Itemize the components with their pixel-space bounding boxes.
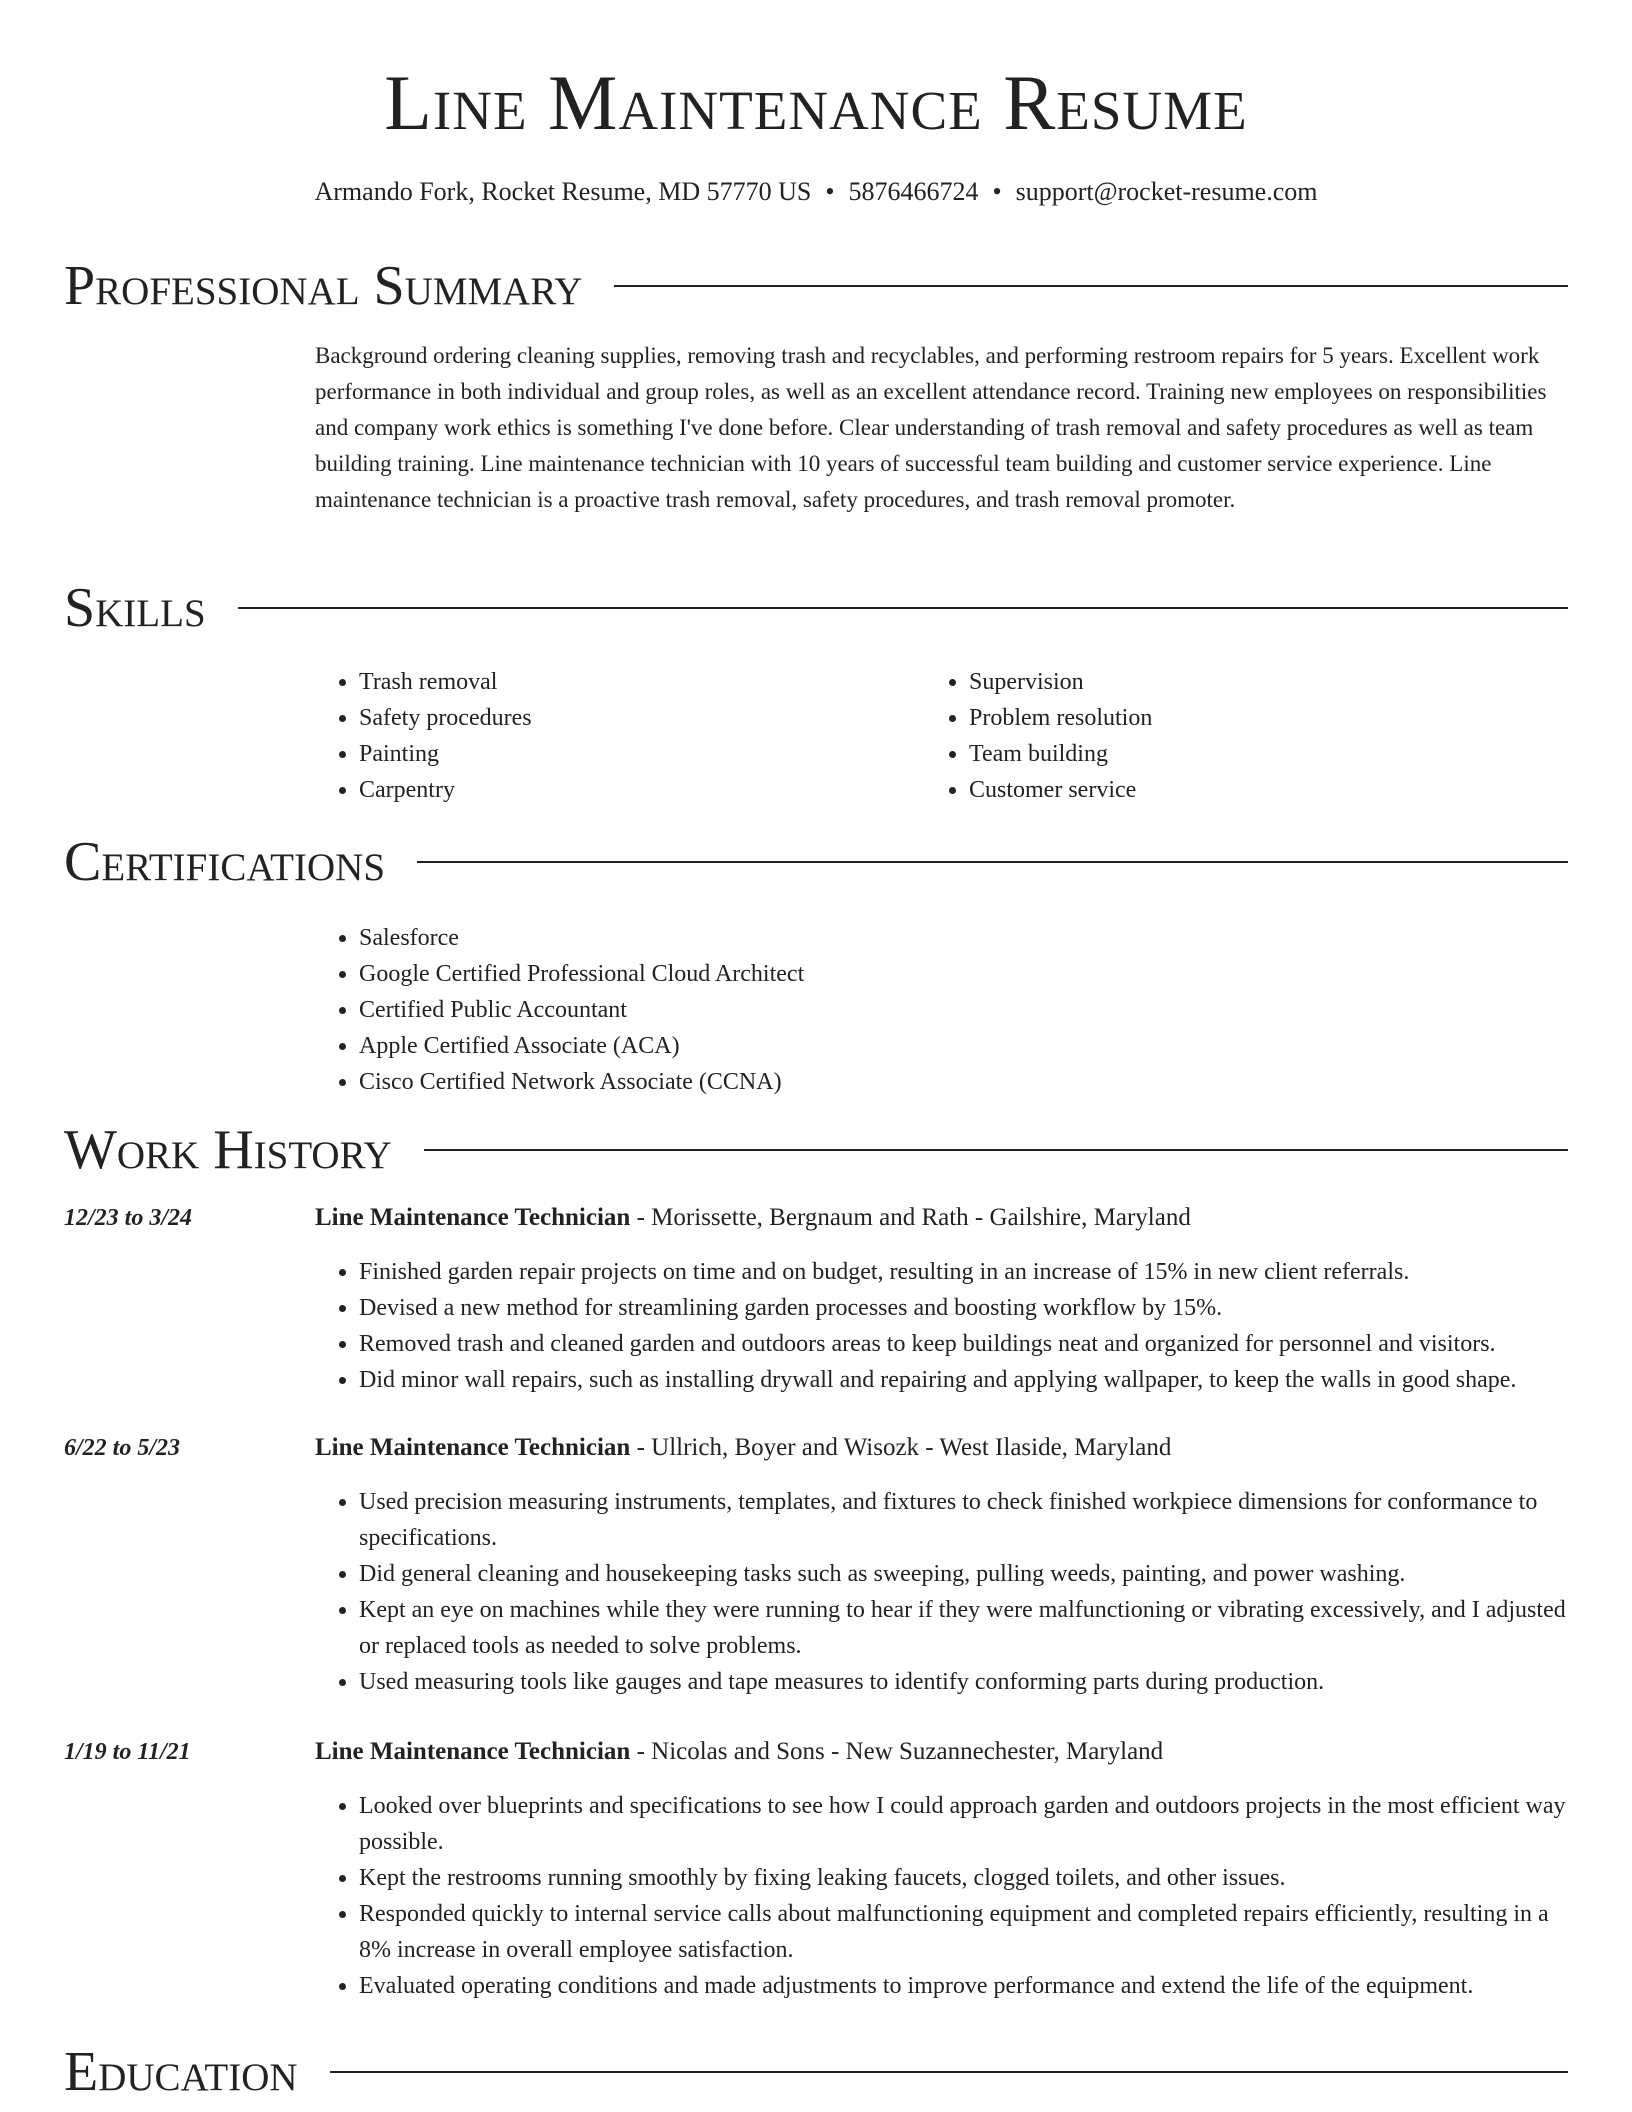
job-bullet: • Responded quickly to internal service calls about malfunctioning equipment and completed repairs efficiently, resulting in a 8% increase in overall employee satisfaction.: [359, 1896, 1575, 1968]
job-bullet: • Finished garden repair projects on time and on budget, resulting in an increase of 15% in new client referrals.: [359, 1254, 1575, 1290]
certification-item: • Certified Public Accountant: [359, 992, 1515, 1028]
section-header-skills: [64, 576, 1568, 640]
job-bullet: • Did general cleaning and housekeeping tasks such as sweeping, pulling weeds, painting, and power washing.: [359, 1556, 1575, 1592]
job-bullets: [315, 1788, 1575, 2004]
section-divider: [424, 1149, 1568, 1151]
job-bullet: • Used precision measuring instruments, templates, and fixtures to check finished workpiece dimensions for conformance to specifications.: [359, 1484, 1575, 1556]
contact-email: support@rocket-resume.com: [1015, 177, 1318, 206]
certification-item: • Google Certified Professional Cloud Architect: [359, 956, 1515, 992]
section-header-certifications: [64, 830, 1568, 894]
certification-item: • Salesforce: [359, 920, 1515, 956]
section-divider: [417, 861, 1568, 863]
section-header-summary: [64, 254, 1568, 318]
job-role: Line Maintenance Technician: [315, 1434, 631, 1461]
job-bullet: • Kept the restrooms running smoothly by fixing leaking faucets, clogged toilets, and other issues.: [359, 1860, 1575, 1896]
job-bullets: [315, 1484, 1575, 1700]
contact-phone: 5876466724: [848, 177, 979, 206]
skill-item: • Trash removal: [359, 664, 875, 700]
contact-line: [0, 174, 1632, 210]
skill-item: • Painting: [359, 736, 875, 772]
skill-item: • Problem resolution: [969, 700, 1485, 736]
summary-text: Background ordering cleaning supplies, removing trash and recyclables, and performing restroom repairs for 5 years. Excellent work performance in both individual and group roles, as well as an excellent attendance record. Training new employees on responsibilities and company work ethics is something I've done before. Clear understanding of trash removal and safety procedures as well as team building training. Line maintenance technician with 10 years of successful team building and customer service experience. Line maintenance technician is a proactive trash removal, safety procedures, and trash removal promoter.: [315, 343, 1547, 512]
job-dates: 6/22 to 5/23: [64, 1435, 181, 1461]
contact-separator: •: [992, 177, 1002, 206]
job-bullet: • Used measuring tools like gauges and tape measures to identify conforming parts during production.: [359, 1664, 1575, 1700]
job-bullets: [315, 1254, 1575, 1398]
certification-item: • Apple Certified Associate (ACA): [359, 1028, 1515, 1064]
skill-item: • Supervision: [969, 664, 1485, 700]
certification-item: • Cisco Certified Network Associate (CCNA): [359, 1064, 1515, 1100]
section-header-education: [64, 2040, 1568, 2104]
job-dates: 12/23 to 3/24: [64, 1205, 193, 1231]
job-company: - Ullrich, Boyer and Wisozk - West Ilaside, Maryland: [630, 1434, 1172, 1461]
job-bullet: • Did minor wall repairs, such as installing drywall and repairing and applying wallpaper, to keep the walls in good shape.: [359, 1362, 1575, 1398]
section-divider: [330, 2071, 1568, 2073]
job-heading: [315, 1200, 1575, 1236]
job-bullet: • Removed trash and cleaned garden and outdoors areas to keep buildings neat and organized for personnel and visitors.: [359, 1326, 1575, 1362]
job-company: - Morissette, Bergnaum and Rath - Gailshire, Maryland: [630, 1204, 1191, 1231]
certifications-list: [315, 920, 1515, 1100]
skill-item: • Safety procedures: [359, 700, 875, 736]
job-dates: 1/19 to 11/21: [64, 1739, 191, 1765]
contact-address: Armando Fork, Rocket Resume, MD 57770 US: [314, 177, 812, 206]
page-title: Line Maintenance Resume: [384, 59, 1248, 146]
section-title: Education: [64, 2041, 298, 2103]
job-role: Line Maintenance Technician: [315, 1738, 631, 1765]
skill-item: • Team building: [969, 736, 1485, 772]
section-title: Professional Summary: [64, 255, 583, 317]
job-company: - Nicolas and Sons - New Suzannechester, Maryland: [630, 1738, 1164, 1765]
job-heading: [315, 1430, 1575, 1466]
contact-separator: •: [825, 177, 835, 206]
section-header-work-history: [64, 1118, 1568, 1182]
job-bullet: • Evaluated operating conditions and made adjustments to improve performance and extend the life of the equipment.: [359, 1968, 1575, 2004]
job-bullet: • Looked over blueprints and specifications to see how I could approach garden and outdoors projects in the most efficient way possible.: [359, 1788, 1575, 1860]
job-bullet: • Devised a new method for streamlining garden processes and boosting workflow by 15%.: [359, 1290, 1575, 1326]
section-title: Skills: [64, 577, 206, 639]
job-heading: [315, 1734, 1575, 1770]
section-title: Work History: [64, 1119, 392, 1181]
section-title: Certifications: [64, 831, 386, 893]
skills-column-left: [315, 664, 875, 808]
section-divider: [614, 285, 1568, 287]
skill-item: • Carpentry: [359, 772, 875, 808]
section-divider: [238, 607, 1568, 609]
job-bullet: • Kept an eye on machines while they were running to hear if they were malfunctioning or vibrating excessively, and I adjusted or replaced tools as needed to solve problems.: [359, 1592, 1575, 1664]
job-role: Line Maintenance Technician: [315, 1204, 631, 1231]
skill-item: • Customer service: [969, 772, 1485, 808]
skills-column-right: [925, 664, 1485, 808]
